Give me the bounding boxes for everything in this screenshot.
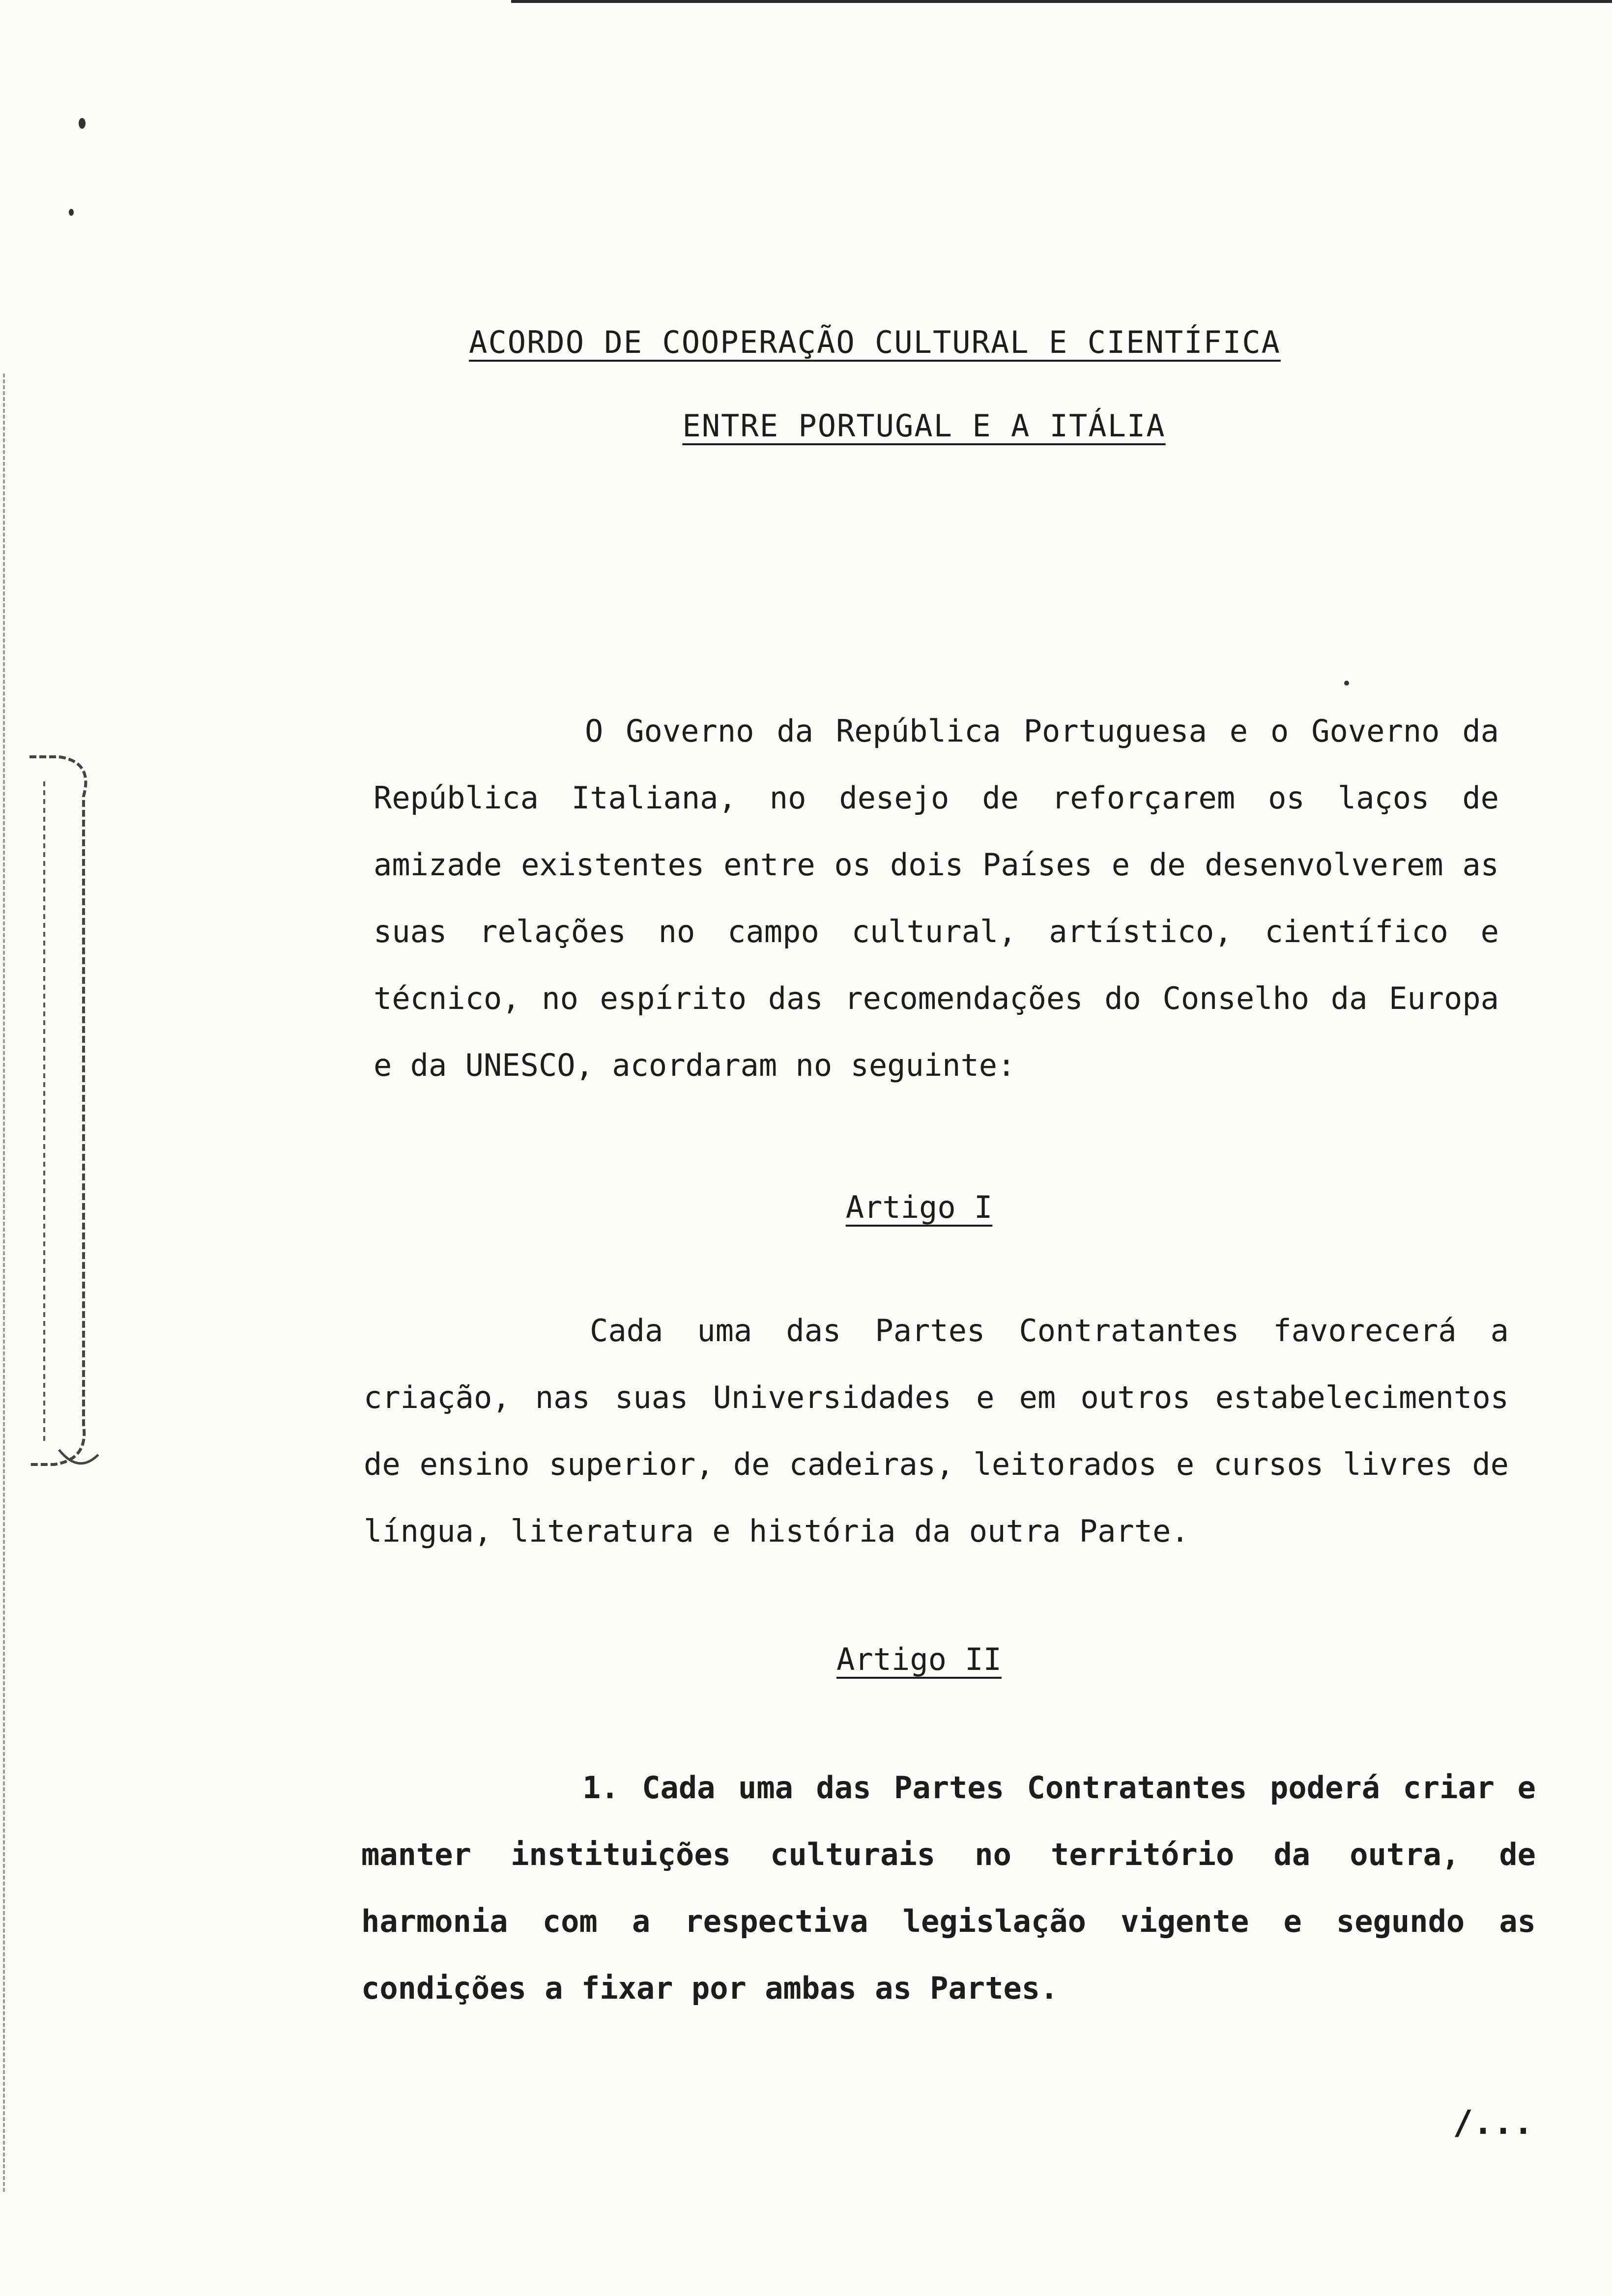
binding-clip-mark xyxy=(25,752,103,1474)
top-edge-rule xyxy=(511,0,1612,3)
margin-speck xyxy=(79,118,86,129)
document-subtitle: ENTRE PORTUGAL E A ITÁLIA xyxy=(682,408,1166,444)
margin-speck xyxy=(69,209,74,216)
preamble-paragraph: O Governo da República Portuguesa e o Governo da República Italiana, no desejo de reforçarem os laços de amizade existentes entre os dois Países e de desenvolverem as suas relações no campo cultural, artístico, científico e técnico, no espírito das recomendações do Conselho da Europa e da UNESCO, acordaram no seguinte: xyxy=(374,713,1499,1083)
continuation-mark: /... xyxy=(1453,2103,1533,2142)
article-1-text: Cada uma das Partes Contratantes favorecerá a criação, nas suas Universidades e em outros estabelecimentos de ensino superior, de cadeiras, leitorados e cursos livres de língua, literatura e história da outra Parte. xyxy=(364,1313,1509,1549)
left-edge-marks xyxy=(3,373,8,2192)
article-2-heading: Artigo II xyxy=(836,1641,1002,1677)
article-2-text: 1. Cada uma das Partes Contratantes poderá criar e manter instituições culturais no território da outra, de harmonia com a respectiva legislação vigente e segundo as condições a fixar por ambas as Partes. xyxy=(361,1770,1536,2006)
document-title: ACORDO DE COOPERAÇÃO CULTURAL E CIENTÍFICA xyxy=(469,324,1281,360)
article-1-heading: Artigo I xyxy=(845,1189,993,1225)
margin-speck xyxy=(1344,681,1349,686)
